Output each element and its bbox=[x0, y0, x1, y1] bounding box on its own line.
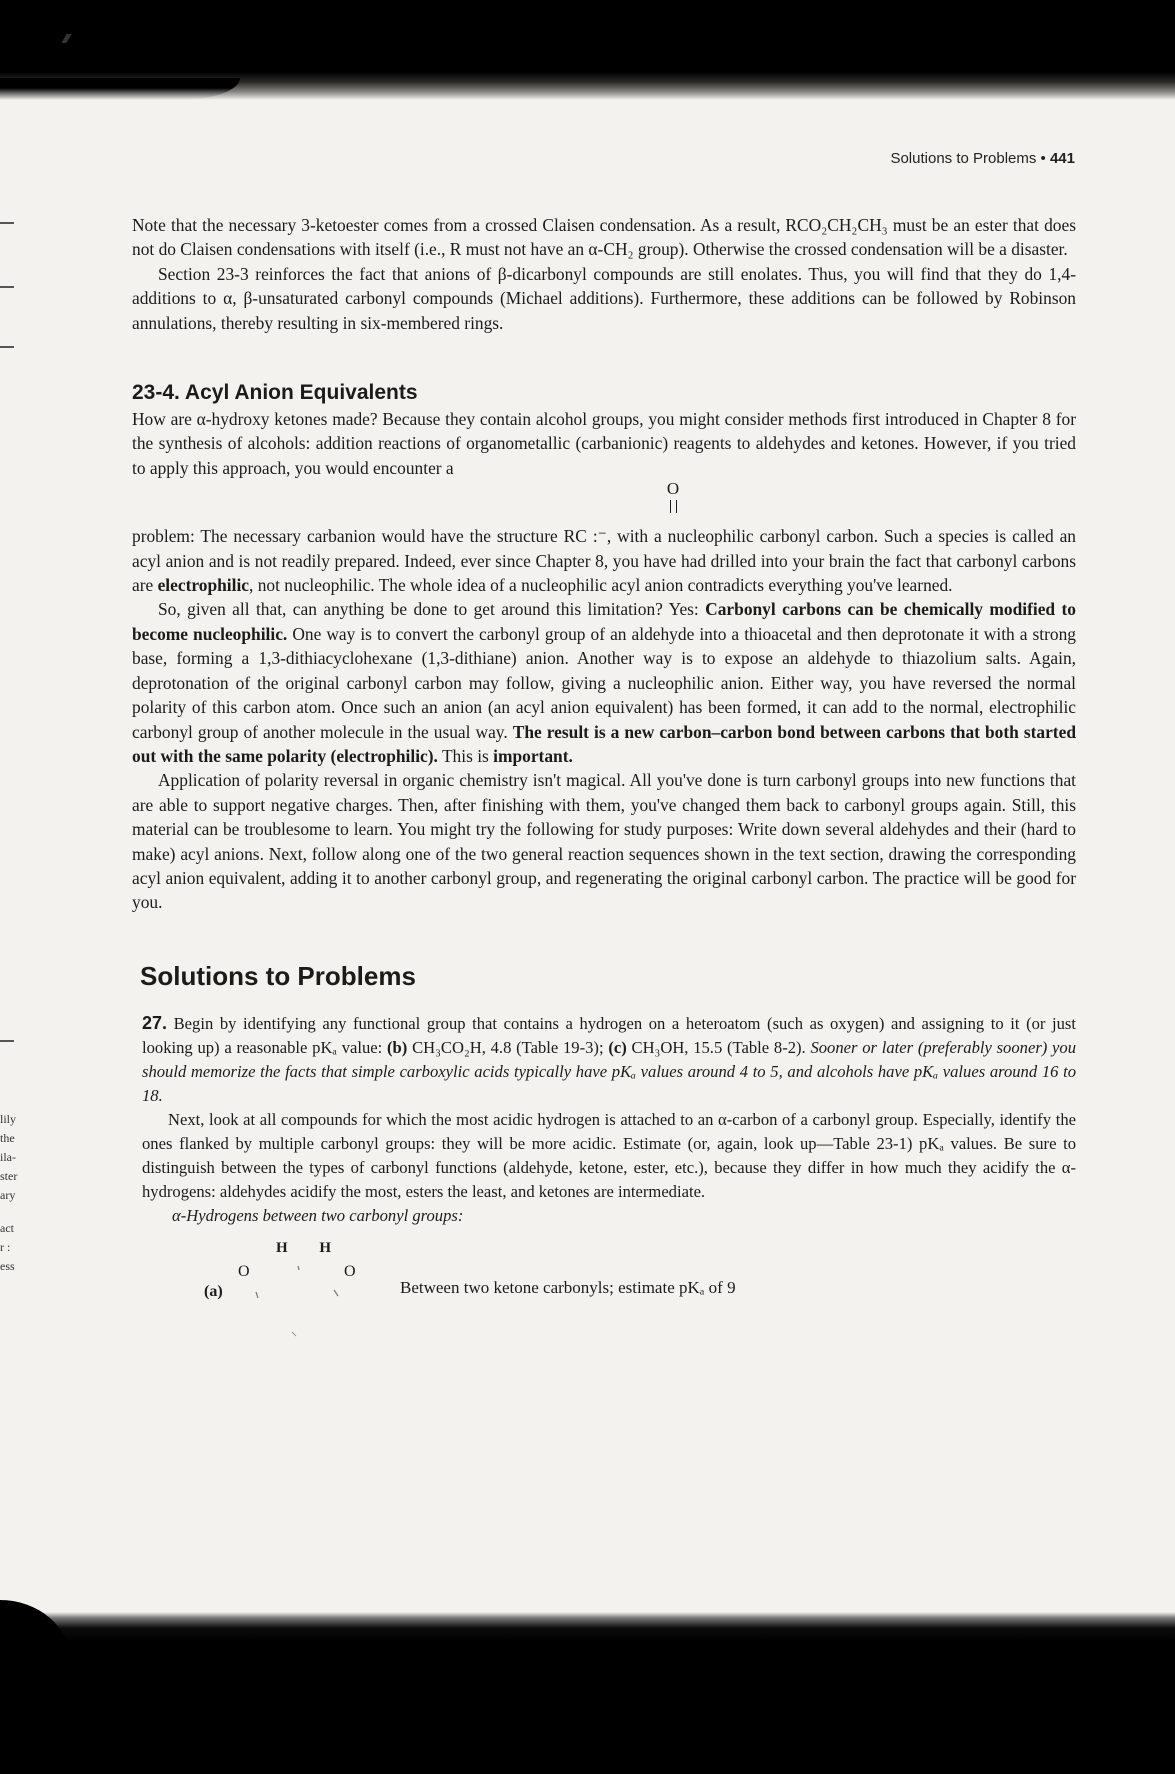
alpha-hydrogens: H H bbox=[276, 1239, 346, 1256]
structure-description: Between two ketone carbonyls; estimate pKₐ of 9 bbox=[400, 1277, 736, 1297]
margin-fragment: ila- bbox=[0, 1150, 16, 1164]
section-paragraph bbox=[132, 597, 1076, 768]
scan-top-shadow bbox=[0, 78, 240, 100]
margin-tick bbox=[0, 346, 14, 348]
section-paragraph: How are α-hydroxy ketones made? Because they contain alcohol groups, you might consider methods first introduced in Chapter 8 for the synthesis of alcohols: addition reactions of organometallic (carbanionic) reagents to aldehydes and ketones. However, if you tried to apply this approach, you would encounter a bbox=[132, 409, 1076, 478]
part-label: (c) bbox=[608, 1037, 627, 1057]
emphasis-text: important. bbox=[493, 745, 573, 766]
double-bond-icon bbox=[670, 500, 677, 513]
diketone-skeleton-icon bbox=[232, 1252, 372, 1342]
problem-paragraph: Next, look at all compounds for which the most acidic hydrogen is attached to an α-carbon of a carbonyl group. Especially, identify the ones flanked by multiple carbonyl groups: they will be more acidic. Estimate (or, again, look up—Table 23-1) pKₐ values. Be sure to distinguish between the types of carbonyl functions (aldehyde, ketone, ester, etc.), because they differ in how much they acidify the α-hydrogens: aldehydes acidify the most, esters the least, and ketones are intermediate. bbox=[142, 1109, 1076, 1201]
page-number: 441 bbox=[1049, 150, 1075, 167]
structure-label: (a) bbox=[204, 1282, 223, 1300]
running-title: Solutions to Problems bbox=[890, 150, 1037, 167]
text-run: , not nucleophilic. The whole idea of a nucleophilic acyl anion contradicts everything you've learned. bbox=[249, 575, 953, 596]
margin-fragment: the bbox=[0, 1131, 15, 1145]
intro-paragraph: Note that the necessary 3-ketoester comes from a crossed Claisen condensation. As a result, RCO₂CH₂CH₃ must be an ester that does not do Claisen condensations with itself (i.e., R must not have an α-CH₂ group). Otherwise the crossed condensation will be a disaster. bbox=[132, 215, 1076, 260]
problem-number: 27. bbox=[142, 1012, 168, 1033]
text-run: , with a nucleophilic carbonyl carbon. Such a species is called an acyl anion and is not readily prepared. Indeed, ever since Chapter 8, you have had drilled into your brain the fact that carbonyl carbons are bbox=[132, 526, 1076, 596]
acyl-anion-formula: RC :⁻ bbox=[563, 526, 607, 547]
text-run: CH₃OH, 15.5 (Table 8-2). bbox=[626, 1037, 811, 1057]
margin-tick bbox=[0, 1040, 14, 1042]
margin-fragment: ess bbox=[0, 1259, 15, 1273]
emphasis-text: Carbonyl carbons can be chemically modified to become nucleophilic. bbox=[132, 599, 1076, 644]
margin-fragment: r : bbox=[0, 1240, 11, 1254]
scan-bottom-edge bbox=[0, 1612, 1175, 1774]
margin-tick bbox=[0, 222, 14, 224]
section-heading: 23-4. Acyl Anion Equivalents bbox=[132, 381, 418, 405]
running-head bbox=[890, 150, 1075, 167]
problem-27 bbox=[142, 1011, 1076, 1342]
margin-fragment: lily bbox=[0, 1112, 17, 1126]
page-body bbox=[132, 213, 1076, 1342]
part-label: (b) bbox=[387, 1037, 408, 1057]
text-run: problem: The necessary carbanion would have the structure bbox=[132, 526, 564, 547]
italic-note: Sooner or later (preferably sooner) you should memorize the facts that simple carboxylic acids typically have pKₐ values around 4 to 5, and alcohols have pKₐ values around 16 to 18. bbox=[142, 1037, 1077, 1105]
carbonyl-oxygen: O bbox=[666, 479, 680, 499]
emphasis-text: electrophilic bbox=[157, 575, 250, 596]
margin-fragment: ary bbox=[0, 1188, 16, 1202]
margin-fragments bbox=[0, 1110, 22, 1276]
text-run: So, given all that, can anything be done to get around this limitation? Yes: bbox=[158, 599, 706, 620]
problem-paragraph bbox=[142, 1011, 1076, 1108]
section-paragraph: Application of polarity reversal in organic chemistry isn't magical. All you've done is turn carbonyl groups into new functions that are able to support negative charges. Then, after finishing with them, you've changed them back to carbonyl groups again. Still, this material can be troublesome to learn. You might try the following for study purposes: Write down several aldehydes and their (hard to make) acyl anions. Next, follow along one of the two general reaction sequences shown in the text section, drawing the corresponding acyl anion equivalent, adding it to another carbonyl group, and regenerating the original carbonyl carbon. The practice will be good for you. bbox=[132, 770, 1076, 913]
text-run: One way is to convert the carbonyl group of an aldehyde into a thioacetal and then deprotonate it with a strong base, forming a 1,3-dithiacyclohexane (1,3-dithiane) anion. Another way is to expose an aldehyde to thiazolium salts. Again, deprotonation of the original carbonyl carbon may follow, giving a nucleophilic anion. Either way, you have reversed the normal polarity of this carbon atom. Once such an anion (an acyl anion equivalent) has been formed, it can add to the normal, electrophilic carbonyl group of another molecule in the usual way. bbox=[132, 623, 1076, 742]
problem-subheading: α-Hydrogens between two carbonyl groups: bbox=[172, 1205, 464, 1225]
carbonyl-oxygen-right: O bbox=[344, 1262, 356, 1280]
solutions-heading: Solutions to Problems bbox=[140, 960, 416, 991]
margin-fragment: act bbox=[0, 1221, 14, 1235]
emphasis-text: The result is a new carbon–carbon bond between carbons that both started out with the same polarity (electrophilic). bbox=[132, 721, 1076, 766]
carbonyl-group-figure bbox=[132, 480, 1076, 524]
text-run: This is bbox=[437, 745, 494, 766]
intro-paragraph: Section 23-3 reinforces the fact that anions of β-dicarbonyl compounds are still enolates. Thus, you will find that they do 1,4-additions to α, β-unsaturated carbonyl compounds (Michael additions). Furthermore, these additions can be followed by Robinson annulations, thereby resulting in six-membered rings. bbox=[132, 263, 1076, 333]
margin-tick bbox=[0, 286, 14, 288]
text-run: CH₃CO₂H, 4.8 (Table 19-3); bbox=[407, 1037, 609, 1057]
structure-a bbox=[142, 1232, 1076, 1342]
text-run: Begin by identifying any functional group that contains a hydrogen on a heteroatom (such as oxygen) and assigning to it (or just looking up) a reasonable pKₐ value: bbox=[142, 1013, 1076, 1057]
separator-bullet: • bbox=[1040, 150, 1046, 167]
carbonyl-oxygen-left: O bbox=[238, 1262, 250, 1280]
section-paragraph bbox=[132, 524, 1076, 597]
margin-fragment: ster bbox=[0, 1169, 18, 1183]
